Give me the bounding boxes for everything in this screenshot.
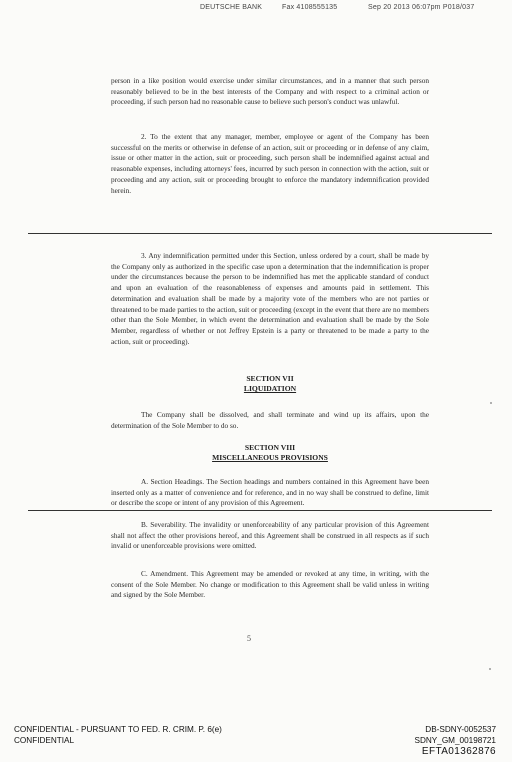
section-title: MISCELLANEOUS PROVISIONS [212,453,328,462]
paragraph-text: The Company shall be dissolved, and shall terminate and wind up its affairs, upon the determination of the Sole Member to do so. [111,410,429,430]
paragraph-continuation [111,76,429,108]
fax-sender: DEUTSCHE BANK [200,4,263,11]
confidential-notice: CONFIDENTIAL - PURSUANT TO FED. R. CRIM. P. 6(e) [14,725,222,734]
paragraph-text: person in a like position would exercise under similar circumstances, and in a manner that such person reasonably believed to be in the best interests of the Company and with respect to a criminal action or proceeding, if such person had no reasonable cause to believe such person's conduct was unlawful. [111,76,429,107]
paragraph-2 [111,132,429,196]
scan-speck [489,668,491,670]
paragraph-text: 3. Any indemnification permitted under this Section, unless ordered by a court, shall be made by the Company only as authorized in the specific case upon a determination that the indemnification is proper under the circumstances because the person to be indemnified has met the applicable standard of conduct and upon an evaluation of the reasonableness of expenses and amounts paid in settlement. This determination and evaluation shall be made by a majority vote of the members who are not parties or threatened to be made parties to the action, suit or proceeding (except in the event that there are no members other than the Sole Member, in which event the determination and evaluation shall be made by the Sole Member, regardless of whether or not Jeffrey Epstein is a party or threatened to be made a party to the action, suit or proceeding). [111,251,429,346]
amendment-paragraph [111,569,429,601]
section-number: SECTION VIII [244,443,296,452]
efta-number: EFTA01362876 [421,746,496,757]
fax-header [0,4,512,16]
section-headings-paragraph [111,477,429,509]
section-title: LIQUIDATION [243,384,297,393]
confidential-label: CONFIDENTIAL [14,736,75,745]
bates-number-db: DB-SDNY-0052537 [425,725,496,734]
paragraph-text: A. Section Headings. The Section headings and numbers contained in this Agreement have been inserted only as a matter of convenience and for reference, and in no way shall be construed to define, limit or describe the scope or intent of any provision of this Agreement. [111,477,429,508]
paragraph-text: 2. To the extent that any manager, member, employee or agent of the Company has been successful on the merits or otherwise in defense of an action, suit or proceeding or in defense of any claim, issue or other matter in the action, suit or proceeding, such person shall be indemnified against actual and reasonable expenses, including attorneys' fees, incurred by such person in connection with the action, suit or proceeding and any action, suit or proceeding brought to enforce the mandatory indemnification provided herein. [111,132,429,195]
paragraph-text: C. Amendment. This Agreement may be amended or revoked at any time, in writing, with the consent of the Sole Member. No change or modification to this Agreement shall be valid unless in writing and signed by the Sole Member. [111,569,429,600]
horizontal-rule [28,510,492,511]
paragraph-text: B. Severability. The invalidity or unenforceability of any particular provision of this Agreement shall not affect the other provisions hereof, and this Agreement shall be construed in all respects as if such invalid or unenforceable provisions were omitted. [111,520,429,551]
paragraph-3 [111,251,429,347]
severability-paragraph [111,520,429,552]
bates-number-sdny: SDNY_GM_00198721 [414,736,496,745]
scan-speck [490,402,492,404]
section-number: SECTION VII [246,374,294,383]
horizontal-rule [28,233,492,234]
section-viii-heading [111,443,429,463]
fax-number: Fax 4108555135 [282,4,338,11]
liquidation-paragraph [111,410,429,431]
page-number: 5 [247,634,251,643]
fax-date-page: Sep 20 2013 06:07pm P018/037 [368,4,475,11]
section-vii-heading [111,374,429,394]
